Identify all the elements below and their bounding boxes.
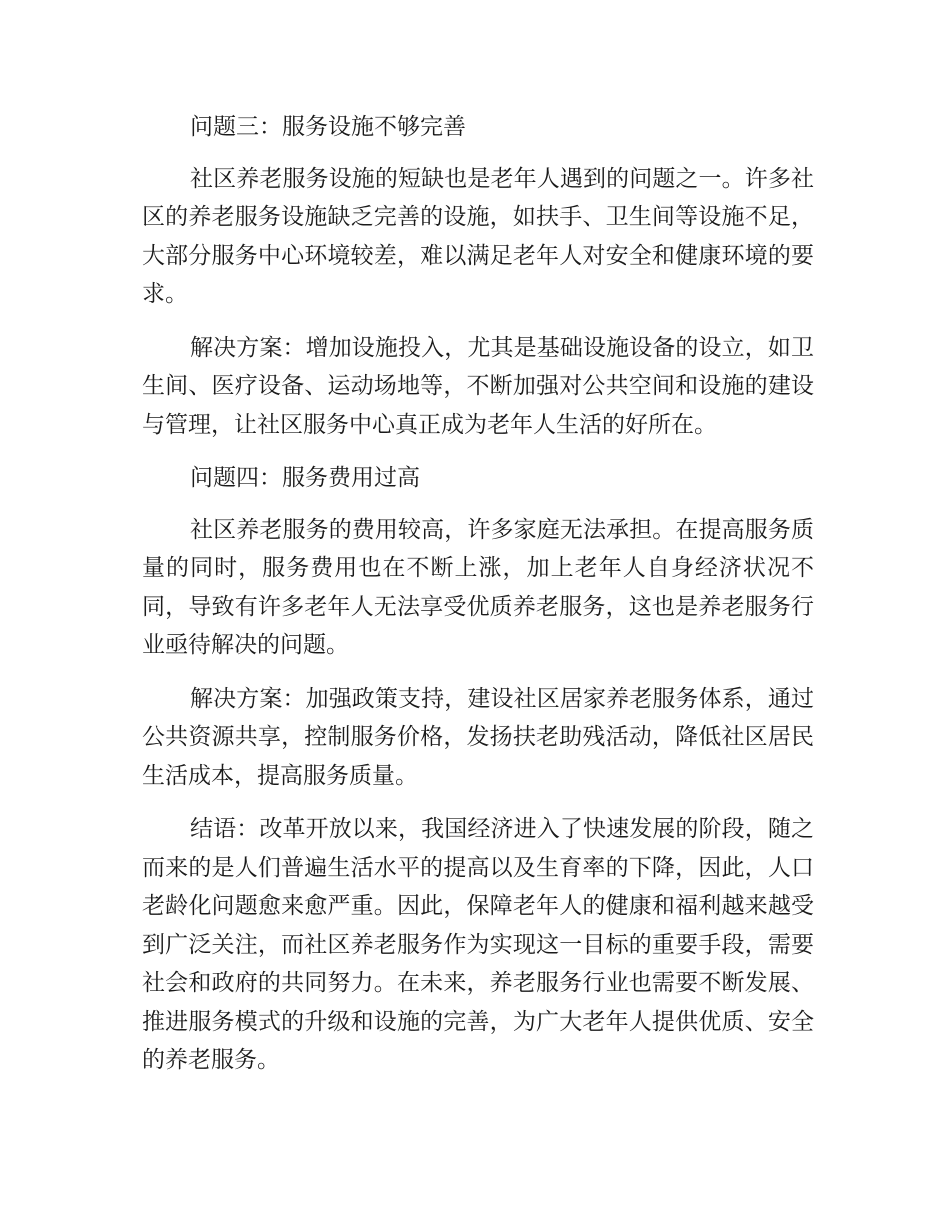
paragraph-problem-4-description: 社区养老服务的费用较高，许多家庭无法承担。在提高服务质量的同时，服务费用也在不断上涨，加上老年人自身经济状况不同，导致有许多老年人无法享受优质养老服务，这也是养老服务行业亟待解决的问题。	[142, 516, 814, 658]
paragraph-problem-3-solution: 解决方案：增加设施投入，尤其是基础设施设备的设立，如卫生间、医疗设备、运动场地等，不断加强对公共空间和设施的建设与管理，让社区服务中心真正成为老年人生活的好所在。	[142, 334, 814, 438]
paragraph-problem-4-solution: 解决方案：加强政策支持，建设社区居家养老服务体系，通过公共资源共享，控制服务价格，发扬扶老助残活动，降低社区居民生活成本，提高服务质量。	[142, 685, 814, 789]
paragraph-conclusion: 结语：改革开放以来，我国经济进入了快速发展的阶段，随之而来的是人们普遍生活水平的提高以及生育率的下降，因此，人口老龄化问题愈来愈严重。因此，保障老年人的健康和福利越来越受到广泛关注，而社区养老服务作为实现这一目标的重要手段，需要社会和政府的共同努力。在未来，养老服务行业也需要不断发展、推进服务模式的升级和设施的完善，为广大老年人提供优质、安全的养老服务。	[142, 816, 814, 1073]
section-heading-problem-3: 问题三：服务设施不够完善	[190, 114, 466, 140]
section-heading-problem-4: 问题四：服务费用过高	[190, 465, 420, 491]
document-body	[142, 108, 814, 1095]
paragraph-problem-3-description: 社区养老服务设施的短缺也是老年人遇到的问题之一。许多社区的养老服务设施缺乏完善的设施，如扶手、卫生间等设施不足，大部分服务中心环境较差，难以满足老年人对安全和健康环境的要求。	[142, 165, 814, 307]
